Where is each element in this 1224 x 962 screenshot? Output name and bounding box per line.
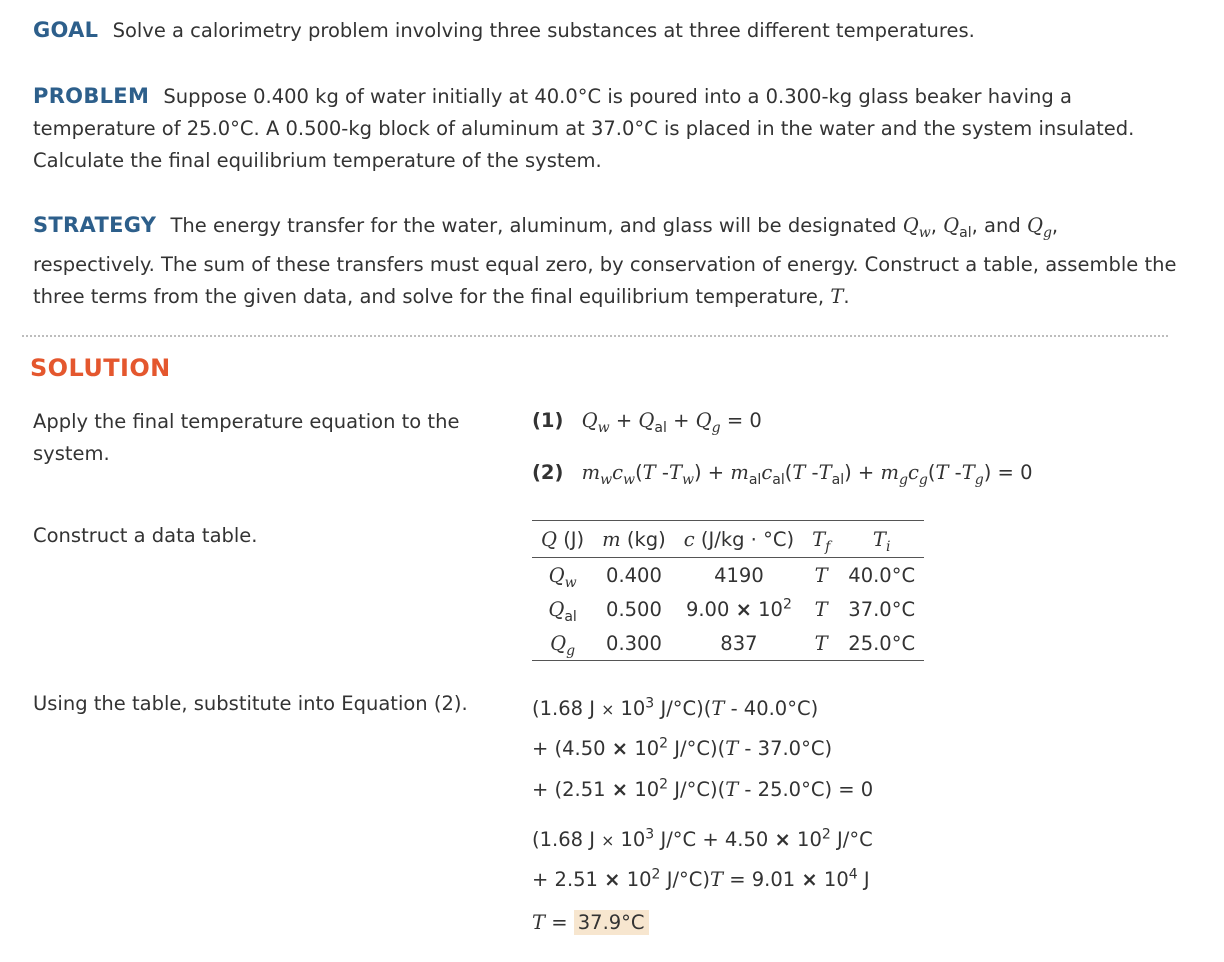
substitution-line-2: + ($4.50 \times 10^2$ J/°C)(T - 37.0°C)	[532, 735, 833, 760]
strategy-text-1: The energy transfer for the water, aluminum, and glass will be designated	[170, 214, 897, 237]
data-table	[532, 520, 924, 661]
col-header-m: m (kg)	[593, 521, 675, 558]
step1-text: Apply the final temperature equation to the system.	[33, 410, 460, 465]
answer-highlight: 37.9°C	[574, 910, 649, 935]
final-answer: T = 37.9°C	[532, 911, 649, 934]
col-header-c: c (J/kg · °C)	[675, 521, 803, 558]
strategy-paragraph: STRATEGY The energy transfer for the water, aluminum, and glass will be designated $Q_w$, $Q_{al}$, and $Q_g$,	[33, 213, 1059, 241]
solution-title: SOLUTION	[30, 354, 171, 382]
strategy-label: STRATEGY	[33, 213, 157, 237]
strategy-text-2: respectively. The sum of these transfers must equal zero, by conservation of energy. Construct a table, assemble the three terms from the given data, and solve for the final equilibrium temperature,	[33, 253, 1177, 308]
table-header-row	[532, 521, 924, 558]
col-header-tf: $T_f$	[803, 521, 839, 558]
step3-text: Using the table, substitute into Equation (2).	[33, 692, 468, 715]
solve-line-1: (1.68 $J \times 10^3$ $J/^\circ C + 4.50 \times 10^2$ J/°C	[532, 826, 873, 851]
goal-text: Solve a calorimetry problem involving three substances at three different temperatures.	[112, 19, 975, 42]
substitution-line-3: + ($2.51 \times 10^2$ J/°C)(T - 25.0°C) = 0	[532, 776, 874, 801]
table-row: $Q_g$ 0.300 837 T 25.0°C	[532, 626, 924, 661]
table-row: $Q_w$ 0.400 4190 T 40.0°C	[548, 563, 916, 591]
col-header-q: Q (J)	[532, 521, 593, 558]
substitution-line-1: (1.68 $J \times 10^3$ J/°C)(T - 40.0°C)	[532, 695, 819, 720]
goal-paragraph	[33, 14, 1183, 47]
step2-text: Construct a data table.	[33, 524, 258, 547]
table-row: $Q_{al}$ 0.500 $9.00 \times 10^2$ T 37.0°C	[548, 595, 916, 625]
strategy-paragraph-cont: respectively. The sum of these transfers must equal zero, by conservation of energy. Construct a table, assemble the three terms from the given data, and solve for the final equilibrium temperature, T.	[33, 253, 1177, 308]
col-header-ti: $T_i$	[839, 521, 924, 558]
equation-1: (1) $Q_w + Q_{al} + Q_g = 0$	[532, 409, 762, 436]
section-divider	[22, 335, 1168, 337]
equation-2: (2) $m_wc_w(T$ $-T_w) + m_{al}c_{al}(T$ $-T_{al}) + m_gc_g(T$ $-T_g) = 0$	[532, 461, 1033, 488]
problem-paragraph	[33, 80, 1183, 177]
problem-text: Suppose 0.400 kg of water initially at 40.0°C is poured into a 0.300-kg glass beaker having a temperature of 25.0°C. A 0.500-kg block of aluminum at 37.0°C is placed in the water and the system insulated. Calculate the final equilibrium temperature of the system.	[33, 85, 1135, 172]
goal-label: GOAL	[33, 18, 99, 42]
problem-label: PROBLEM	[33, 84, 150, 108]
solve-line-2: + $2.51 \times 10^2$ $J/^\circ C)T = 9.01 \times 10^4$ J	[532, 866, 870, 891]
